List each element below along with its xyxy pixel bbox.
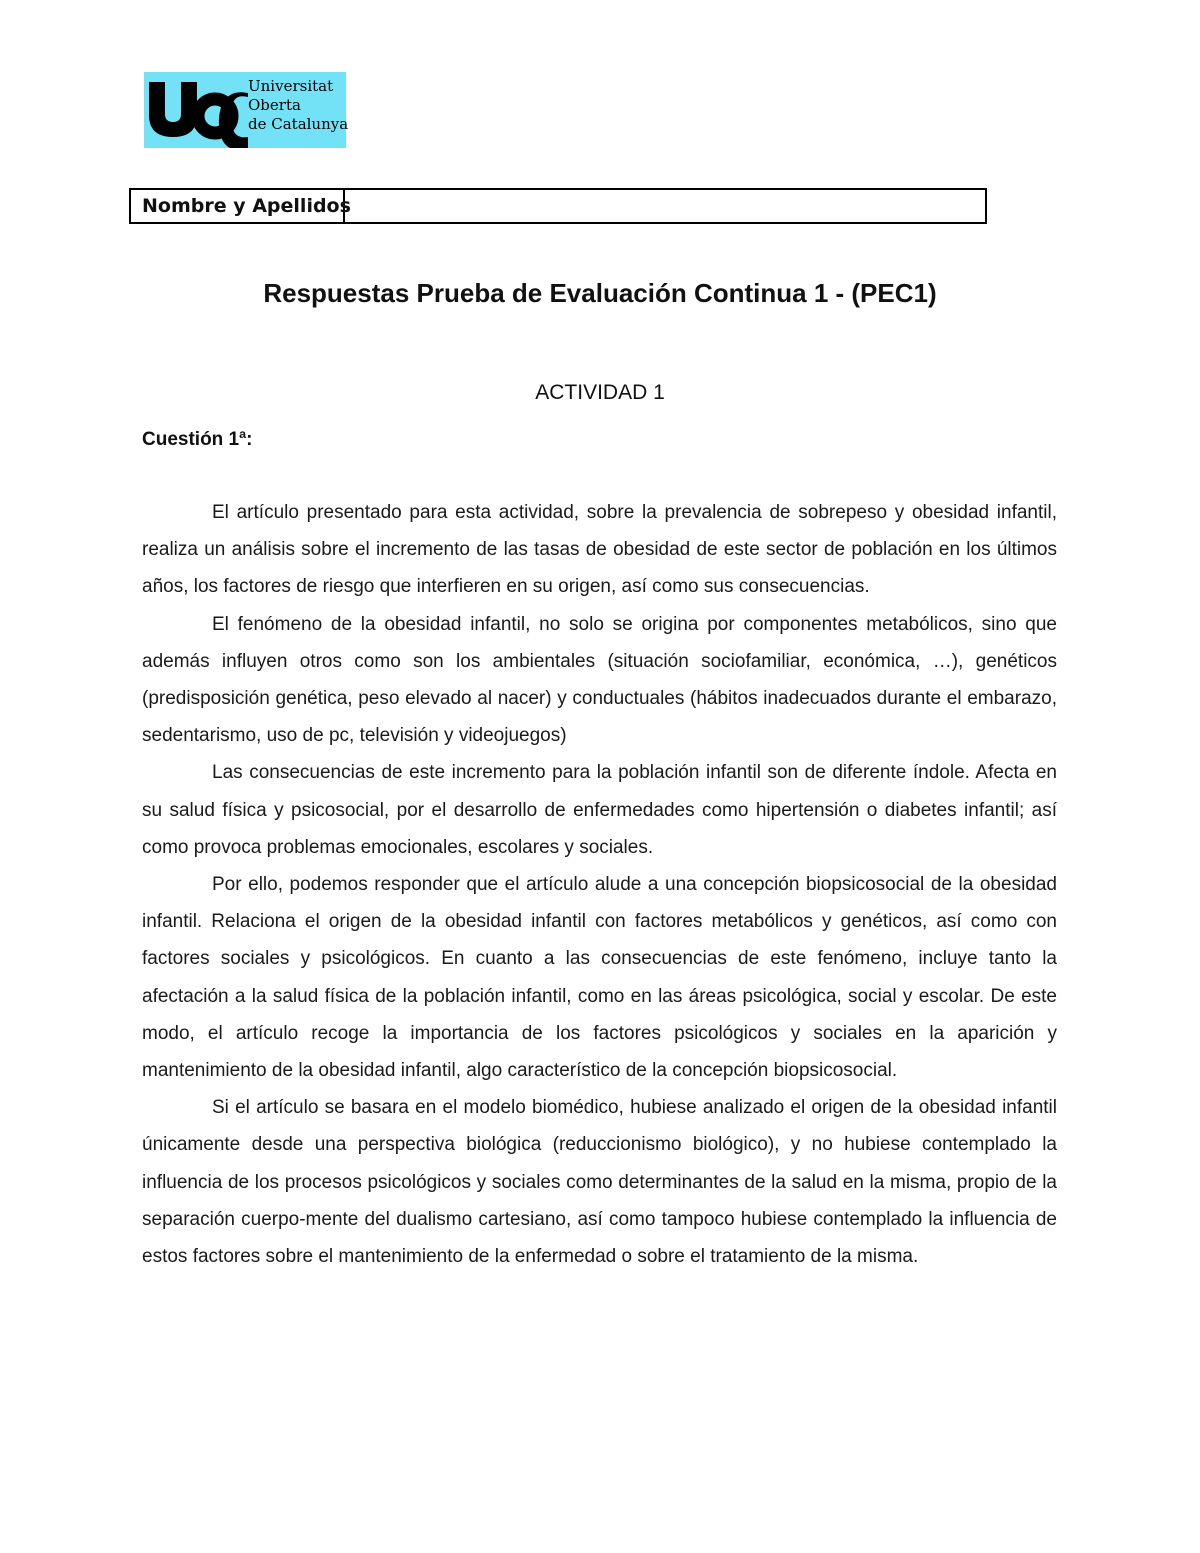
activity-heading: ACTIVIDAD 1 xyxy=(535,381,665,404)
name-field[interactable] xyxy=(345,190,985,222)
question-heading: Cuestión 1ª: xyxy=(142,429,253,450)
paragraph: Las consecuencias de este incremento para la población infantil son de diferente índole. Afecta en su salud física y psicosocial, por el desarrollo de enfermedades como hipertensión o diabetes infantil; así como provoca problemas emocionales, escolares y sociales. xyxy=(142,762,1057,858)
uoc-logo xyxy=(144,72,349,148)
logo-line-1: Universitat xyxy=(248,77,334,95)
logo-text xyxy=(248,77,348,134)
paragraph: Por ello, podemos responder que el artículo alude a una concepción biopsicosocial de la obesidad infantil. Relaciona el origen de la obesidad infantil con factores metabólicos y genéticos, así como con factores sociales y psicológicos. En cuanto a las consecuencias de este fenómeno, incluye tanto la afectación a la salud física de la población infantil, como en las áreas psicológica, social y escolar. De este modo, el artículo recoge la importancia de los factores psicológicos y sociales en la aparición y mantenimiento de la obesidad infantil, algo característico de la concepción biopsicosocial. xyxy=(142,874,1057,1082)
paragraph: Si el artículo se basara en el modelo biomédico, hubiese analizado el origen de la obesidad infantil únicamente desde una perspectiva biológica (reduccionismo biológico), y no hubiese contemplado la influencia de los procesos psicológicos y sociales como determinantes de la salud en la misma, propio de la separación cuerpo-mente del dualismo cartesiano, así como tampoco hubiese contemplado la influencia de estos factores sobre el mantenimiento de la enfermedad o sobre el tratamiento de la misma. xyxy=(142,1097,1057,1268)
logo-line-2: Oberta xyxy=(248,96,301,114)
name-label: Nombre y Apellidos xyxy=(131,190,345,222)
paragraph: El artículo presentado para esta actividad, sobre la prevalencia de sobrepeso y obesidad infantil, realiza un análisis sobre el incremento de las tasas de obesidad de este sector de población en los últimos años, los factores de riesgo que interfieren en su origen, así como sus consecuencias. xyxy=(142,502,1057,598)
logo-line-3: de Catalunya xyxy=(248,115,349,133)
answer-body xyxy=(142,494,1057,1275)
name-table xyxy=(129,188,987,224)
uoc-monogram-icon xyxy=(144,72,248,148)
document-title: Respuestas Prueba de Evaluación Continua 1 - (PEC1) xyxy=(263,278,937,308)
paragraph: El fenómeno de la obesidad infantil, no solo se origina por componentes metabólicos, sino que además influyen otros como son los ambientales (situación sociofamiliar, económica, …), genéticos (predisposición genética, peso elevado al nacer) y conductuales (hábitos inadecuados durante el embarazo, sedentarismo, uso de pc, televisión y videojuegos) xyxy=(142,613,1057,747)
